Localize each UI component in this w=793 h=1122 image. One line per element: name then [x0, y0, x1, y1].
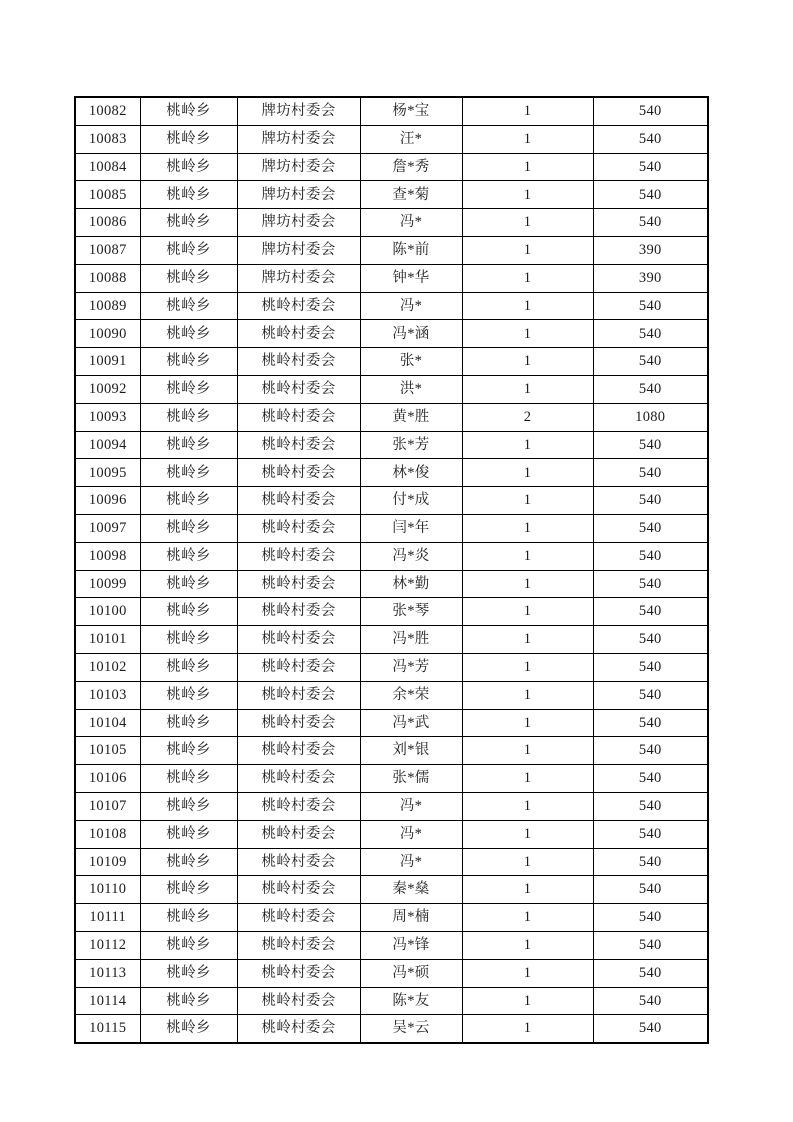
cell-id: 10087 [75, 236, 140, 264]
cell-id: 10090 [75, 320, 140, 348]
cell-name: 吴*云 [360, 1015, 462, 1043]
cell-amount: 540 [593, 570, 708, 598]
cell-id: 10109 [75, 848, 140, 876]
cell-count: 1 [462, 125, 593, 153]
cell-village: 桃岭村委会 [237, 320, 360, 348]
cell-village: 桃岭村委会 [237, 681, 360, 709]
cell-township: 桃岭乡 [140, 125, 237, 153]
cell-name: 张*芳 [360, 431, 462, 459]
table-row [75, 181, 708, 209]
cell-village: 桃岭村委会 [237, 348, 360, 376]
cell-amount: 540 [593, 320, 708, 348]
table-row [75, 876, 708, 904]
cell-name: 查*菊 [360, 181, 462, 209]
cell-township: 桃岭乡 [140, 514, 237, 542]
cell-amount: 540 [593, 487, 708, 515]
cell-township: 桃岭乡 [140, 375, 237, 403]
cell-village: 桃岭村委会 [237, 487, 360, 515]
cell-amount: 540 [593, 542, 708, 570]
cell-name: 冯*武 [360, 709, 462, 737]
cell-amount: 540 [593, 904, 708, 932]
cell-township: 桃岭乡 [140, 848, 237, 876]
cell-id: 10101 [75, 626, 140, 654]
cell-township: 桃岭乡 [140, 959, 237, 987]
cell-name: 黄*胜 [360, 403, 462, 431]
table-row [75, 626, 708, 654]
cell-amount: 540 [593, 459, 708, 487]
cell-name: 付*成 [360, 487, 462, 515]
cell-name: 冯* [360, 848, 462, 876]
table-row [75, 848, 708, 876]
table-row [75, 292, 708, 320]
cell-name: 钟*华 [360, 264, 462, 292]
cell-count: 1 [462, 348, 593, 376]
cell-id: 10104 [75, 709, 140, 737]
table-row [75, 459, 708, 487]
cell-amount: 540 [593, 959, 708, 987]
cell-township: 桃岭乡 [140, 709, 237, 737]
table-row [75, 514, 708, 542]
table-row [75, 820, 708, 848]
cell-count: 1 [462, 792, 593, 820]
cell-township: 桃岭乡 [140, 459, 237, 487]
cell-amount: 540 [593, 709, 708, 737]
cell-id: 10110 [75, 876, 140, 904]
cell-name: 张* [360, 348, 462, 376]
cell-id: 10105 [75, 737, 140, 765]
cell-count: 1 [462, 236, 593, 264]
cell-name: 冯*胜 [360, 626, 462, 654]
cell-id: 10098 [75, 542, 140, 570]
table-row [75, 737, 708, 765]
cell-count: 1 [462, 653, 593, 681]
cell-amount: 390 [593, 236, 708, 264]
cell-township: 桃岭乡 [140, 931, 237, 959]
table-row [75, 125, 708, 153]
table-row [75, 653, 708, 681]
table-row [75, 209, 708, 237]
cell-village: 牌坊村委会 [237, 125, 360, 153]
cell-count: 1 [462, 820, 593, 848]
cell-id: 10094 [75, 431, 140, 459]
table-row [75, 375, 708, 403]
cell-name: 张*儒 [360, 765, 462, 793]
cell-amount: 540 [593, 1015, 708, 1043]
cell-village: 桃岭村委会 [237, 904, 360, 932]
cell-amount: 540 [593, 209, 708, 237]
cell-amount: 540 [593, 876, 708, 904]
table-row [75, 431, 708, 459]
table-row [75, 97, 708, 125]
cell-id: 10095 [75, 459, 140, 487]
cell-amount: 540 [593, 125, 708, 153]
cell-amount: 540 [593, 848, 708, 876]
cell-count: 1 [462, 181, 593, 209]
table-row [75, 236, 708, 264]
cell-name: 余*荣 [360, 681, 462, 709]
cell-name: 冯*芳 [360, 653, 462, 681]
cell-village: 牌坊村委会 [237, 264, 360, 292]
table-row [75, 487, 708, 515]
cell-amount: 540 [593, 598, 708, 626]
cell-amount: 1080 [593, 403, 708, 431]
cell-count: 1 [462, 626, 593, 654]
cell-village: 桃岭村委会 [237, 570, 360, 598]
cell-name: 冯*涵 [360, 320, 462, 348]
cell-name: 张*琴 [360, 598, 462, 626]
cell-township: 桃岭乡 [140, 987, 237, 1015]
cell-count: 1 [462, 1015, 593, 1043]
cell-village: 牌坊村委会 [237, 209, 360, 237]
cell-township: 桃岭乡 [140, 626, 237, 654]
cell-id: 10102 [75, 653, 140, 681]
cell-name: 冯* [360, 792, 462, 820]
cell-count: 1 [462, 514, 593, 542]
cell-id: 10112 [75, 931, 140, 959]
table-row [75, 681, 708, 709]
cell-township: 桃岭乡 [140, 292, 237, 320]
table-row [75, 153, 708, 181]
cell-id: 10093 [75, 403, 140, 431]
cell-count: 1 [462, 431, 593, 459]
cell-count: 1 [462, 153, 593, 181]
cell-township: 桃岭乡 [140, 570, 237, 598]
cell-village: 牌坊村委会 [237, 97, 360, 125]
payment-table [74, 96, 709, 1044]
cell-count: 1 [462, 876, 593, 904]
table-row [75, 904, 708, 932]
cell-name: 林*俊 [360, 459, 462, 487]
cell-name: 刘*银 [360, 737, 462, 765]
cell-name: 詹*秀 [360, 153, 462, 181]
cell-count: 1 [462, 459, 593, 487]
cell-amount: 540 [593, 820, 708, 848]
cell-amount: 540 [593, 931, 708, 959]
cell-name: 陈*友 [360, 987, 462, 1015]
cell-township: 桃岭乡 [140, 320, 237, 348]
table-row [75, 1015, 708, 1043]
cell-count: 1 [462, 987, 593, 1015]
cell-village: 桃岭村委会 [237, 403, 360, 431]
cell-name: 冯*硕 [360, 959, 462, 987]
cell-name: 杨*宝 [360, 97, 462, 125]
cell-count: 1 [462, 542, 593, 570]
cell-id: 10114 [75, 987, 140, 1015]
cell-township: 桃岭乡 [140, 181, 237, 209]
cell-village: 桃岭村委会 [237, 598, 360, 626]
cell-count: 1 [462, 320, 593, 348]
cell-village: 桃岭村委会 [237, 876, 360, 904]
cell-amount: 540 [593, 431, 708, 459]
cell-id: 10086 [75, 209, 140, 237]
cell-count: 1 [462, 959, 593, 987]
table-row [75, 264, 708, 292]
cell-id: 10100 [75, 598, 140, 626]
cell-id: 10106 [75, 765, 140, 793]
cell-village: 桃岭村委会 [237, 820, 360, 848]
payment-table-body [75, 97, 708, 1043]
cell-id: 10091 [75, 348, 140, 376]
cell-township: 桃岭乡 [140, 264, 237, 292]
cell-id: 10113 [75, 959, 140, 987]
cell-village: 桃岭村委会 [237, 431, 360, 459]
table-row [75, 348, 708, 376]
cell-id: 10083 [75, 125, 140, 153]
cell-amount: 540 [593, 681, 708, 709]
table-row [75, 542, 708, 570]
cell-village: 桃岭村委会 [237, 292, 360, 320]
cell-amount: 540 [593, 375, 708, 403]
cell-count: 1 [462, 904, 593, 932]
table-row [75, 792, 708, 820]
cell-amount: 540 [593, 737, 708, 765]
cell-village: 桃岭村委会 [237, 931, 360, 959]
cell-township: 桃岭乡 [140, 792, 237, 820]
cell-township: 桃岭乡 [140, 153, 237, 181]
cell-name: 林*勤 [360, 570, 462, 598]
cell-township: 桃岭乡 [140, 403, 237, 431]
cell-name: 冯*炎 [360, 542, 462, 570]
cell-count: 1 [462, 598, 593, 626]
cell-amount: 540 [593, 514, 708, 542]
cell-amount: 540 [593, 348, 708, 376]
cell-id: 10092 [75, 375, 140, 403]
table-row [75, 709, 708, 737]
cell-amount: 390 [593, 264, 708, 292]
cell-count: 1 [462, 264, 593, 292]
cell-count: 1 [462, 709, 593, 737]
cell-village: 牌坊村委会 [237, 236, 360, 264]
cell-township: 桃岭乡 [140, 737, 237, 765]
cell-id: 10088 [75, 264, 140, 292]
cell-village: 桃岭村委会 [237, 375, 360, 403]
cell-count: 1 [462, 848, 593, 876]
cell-township: 桃岭乡 [140, 653, 237, 681]
cell-count: 1 [462, 209, 593, 237]
cell-name: 秦*燊 [360, 876, 462, 904]
cell-amount: 540 [593, 292, 708, 320]
cell-id: 10089 [75, 292, 140, 320]
cell-township: 桃岭乡 [140, 876, 237, 904]
cell-township: 桃岭乡 [140, 97, 237, 125]
cell-village: 桃岭村委会 [237, 626, 360, 654]
cell-amount: 540 [593, 987, 708, 1015]
cell-township: 桃岭乡 [140, 765, 237, 793]
cell-name: 冯*锋 [360, 931, 462, 959]
cell-township: 桃岭乡 [140, 681, 237, 709]
cell-village: 牌坊村委会 [237, 153, 360, 181]
cell-village: 桃岭村委会 [237, 542, 360, 570]
cell-village: 桃岭村委会 [237, 653, 360, 681]
cell-id: 10115 [75, 1015, 140, 1043]
cell-village: 桃岭村委会 [237, 459, 360, 487]
cell-township: 桃岭乡 [140, 904, 237, 932]
cell-township: 桃岭乡 [140, 487, 237, 515]
table-row [75, 570, 708, 598]
cell-id: 10107 [75, 792, 140, 820]
cell-village: 桃岭村委会 [237, 792, 360, 820]
cell-name: 冯* [360, 820, 462, 848]
cell-village: 桃岭村委会 [237, 959, 360, 987]
cell-name: 陈*前 [360, 236, 462, 264]
cell-count: 1 [462, 292, 593, 320]
cell-count: 1 [462, 570, 593, 598]
cell-amount: 540 [593, 626, 708, 654]
table-row [75, 931, 708, 959]
cell-id: 10082 [75, 97, 140, 125]
cell-village: 桃岭村委会 [237, 514, 360, 542]
cell-id: 10097 [75, 514, 140, 542]
cell-id: 10111 [75, 904, 140, 932]
cell-count: 1 [462, 97, 593, 125]
cell-count: 1 [462, 681, 593, 709]
cell-village: 桃岭村委会 [237, 737, 360, 765]
cell-amount: 540 [593, 765, 708, 793]
cell-count: 1 [462, 765, 593, 793]
cell-count: 2 [462, 403, 593, 431]
cell-township: 桃岭乡 [140, 348, 237, 376]
cell-id: 10099 [75, 570, 140, 598]
table-row [75, 403, 708, 431]
cell-village: 桃岭村委会 [237, 848, 360, 876]
table-row [75, 320, 708, 348]
cell-name: 汪* [360, 125, 462, 153]
cell-amount: 540 [593, 792, 708, 820]
cell-village: 牌坊村委会 [237, 181, 360, 209]
cell-count: 1 [462, 737, 593, 765]
cell-id: 10108 [75, 820, 140, 848]
cell-count: 1 [462, 487, 593, 515]
table-row [75, 765, 708, 793]
cell-name: 闫*年 [360, 514, 462, 542]
cell-id: 10103 [75, 681, 140, 709]
cell-village: 桃岭村委会 [237, 1015, 360, 1043]
cell-id: 10096 [75, 487, 140, 515]
cell-name: 洪* [360, 375, 462, 403]
cell-township: 桃岭乡 [140, 820, 237, 848]
cell-amount: 540 [593, 653, 708, 681]
cell-township: 桃岭乡 [140, 598, 237, 626]
cell-village: 桃岭村委会 [237, 987, 360, 1015]
cell-township: 桃岭乡 [140, 209, 237, 237]
cell-township: 桃岭乡 [140, 431, 237, 459]
table-row [75, 987, 708, 1015]
cell-township: 桃岭乡 [140, 1015, 237, 1043]
table-row [75, 598, 708, 626]
table-row [75, 959, 708, 987]
cell-name: 冯* [360, 209, 462, 237]
cell-amount: 540 [593, 181, 708, 209]
cell-amount: 540 [593, 97, 708, 125]
cell-count: 1 [462, 931, 593, 959]
cell-amount: 540 [593, 153, 708, 181]
cell-township: 桃岭乡 [140, 236, 237, 264]
cell-count: 1 [462, 375, 593, 403]
cell-id: 10085 [75, 181, 140, 209]
cell-name: 周*楠 [360, 904, 462, 932]
cell-id: 10084 [75, 153, 140, 181]
cell-township: 桃岭乡 [140, 542, 237, 570]
cell-village: 桃岭村委会 [237, 765, 360, 793]
cell-name: 冯* [360, 292, 462, 320]
cell-village: 桃岭村委会 [237, 709, 360, 737]
